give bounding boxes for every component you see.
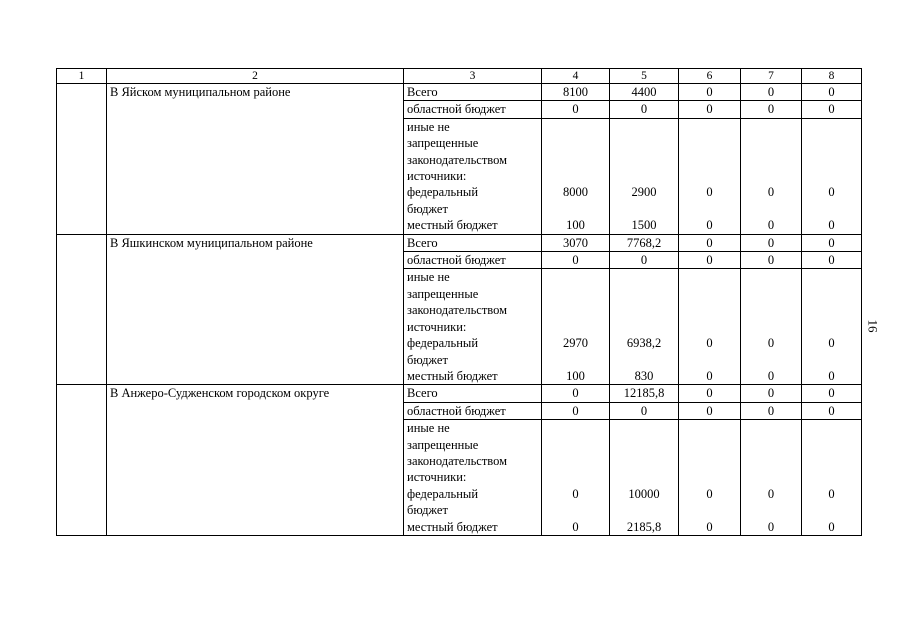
federal-value: 2970 [563, 336, 588, 351]
value-cell: 0 [542, 101, 610, 118]
spacer [805, 420, 858, 486]
label-line: запрещенные [407, 136, 479, 151]
spacer [744, 269, 798, 335]
spacer [805, 269, 858, 335]
value-cell [741, 269, 802, 385]
value-cell [679, 118, 741, 234]
federal-value: 0 [767, 486, 775, 501]
label-line: источники: [407, 169, 467, 184]
value-cell: 0 [542, 402, 610, 419]
row-label: Всего [404, 385, 542, 402]
value-cell: 0 [741, 101, 802, 118]
label-line: федеральный [407, 336, 479, 351]
label-line: бюджет [407, 201, 448, 216]
spacer [545, 269, 606, 335]
value-cell [679, 269, 741, 385]
value-cell: 8100 [542, 84, 610, 101]
spacer [682, 420, 737, 486]
value-cell [542, 269, 610, 385]
federal-value: 0 [828, 185, 835, 200]
federal-value: 0 [706, 336, 713, 351]
value-cell: 0 [741, 234, 802, 251]
value-cell: 0 [802, 101, 862, 118]
label-line: иные не [407, 270, 450, 285]
value-cell: 0 [679, 234, 741, 251]
local-value: 0 [828, 368, 835, 383]
local-value: 0 [706, 368, 713, 383]
label-line: местный бюджет [407, 519, 498, 534]
header-cell: 2 [107, 69, 404, 84]
spacer [613, 420, 675, 486]
value-cell [542, 118, 610, 234]
federal-value: 8000 [563, 185, 588, 200]
local-value: 2185,8 [626, 519, 662, 534]
federal-value: 0 [828, 486, 835, 501]
value-cell: 0 [741, 385, 802, 402]
value-cell [802, 118, 862, 234]
value-cell: 0 [610, 402, 679, 419]
spacer [682, 119, 737, 185]
label-line: источники: [407, 319, 467, 334]
value-cell [610, 420, 679, 536]
row-label: областной бюджет [404, 101, 542, 118]
header-cell: 3 [404, 69, 542, 84]
table-row [57, 385, 862, 402]
district-name: В Яйском муниципальном районе [107, 84, 404, 235]
row-label: областной бюджет [404, 402, 542, 419]
value-cell [802, 420, 862, 536]
header-cell: 7 [741, 69, 802, 84]
value-cell: 0 [741, 84, 802, 101]
federal-value: 0 [572, 486, 579, 501]
table-body [57, 69, 862, 536]
row-index-cell [57, 84, 107, 235]
value-cell: 0 [610, 101, 679, 118]
label-line: бюджет [407, 503, 448, 518]
label-line: законодательством [407, 152, 508, 167]
local-value: 0 [706, 519, 713, 534]
local-value: 100 [566, 368, 585, 383]
table-row [57, 84, 862, 101]
spacer [613, 119, 675, 185]
label-line: федеральный [407, 185, 479, 200]
value-cell: 4400 [610, 84, 679, 101]
spacer [545, 420, 606, 486]
label-line: запрещенные [407, 437, 479, 452]
value-cell: 3070 [542, 234, 610, 251]
local-value: 0 [767, 218, 775, 233]
budget-table [56, 68, 862, 536]
local-value: 0 [767, 519, 775, 534]
value-cell [741, 118, 802, 234]
header-cell: 8 [802, 69, 862, 84]
other-sources-label [404, 118, 542, 234]
label-line: законодательством [407, 453, 508, 468]
value-cell [610, 269, 679, 385]
value-cell [610, 118, 679, 234]
other-sources-label [404, 269, 542, 385]
value-cell: 0 [802, 252, 862, 269]
local-value: 0 [828, 218, 835, 233]
page-number: 16 [865, 319, 881, 333]
label-line: местный бюджет [407, 218, 498, 233]
value-cell: 0 [542, 385, 610, 402]
label-line: федеральный [407, 486, 479, 501]
federal-value: 0 [828, 336, 835, 351]
value-cell: 0 [679, 385, 741, 402]
federal-value: 0 [767, 336, 775, 351]
value-cell: 12185,8 [610, 385, 679, 402]
label-line: местный бюджет [407, 368, 498, 383]
federal-value: 0 [706, 185, 713, 200]
district-name: В Яшкинском муниципальном районе [107, 234, 404, 385]
local-value: 0 [706, 218, 713, 233]
other-sources-label [404, 420, 542, 536]
value-cell: 7768,2 [610, 234, 679, 251]
column-number-row [57, 69, 862, 84]
header-cell: 6 [679, 69, 741, 84]
federal-value: 0 [706, 486, 713, 501]
value-cell: 0 [679, 252, 741, 269]
value-cell: 0 [679, 84, 741, 101]
spacer [805, 119, 858, 185]
local-value: 1500 [631, 218, 657, 233]
value-cell [802, 269, 862, 385]
local-value: 0 [572, 519, 579, 534]
value-cell: 0 [802, 234, 862, 251]
value-cell [542, 420, 610, 536]
row-index-cell [57, 385, 107, 536]
federal-value: 6938,2 [626, 336, 662, 351]
header-cell: 1 [57, 69, 107, 84]
header-cell: 5 [610, 69, 679, 84]
value-cell: 0 [802, 84, 862, 101]
row-index-cell [57, 234, 107, 385]
label-line: бюджет [407, 352, 448, 367]
label-line: законодательством [407, 303, 508, 318]
label-line: запрещенные [407, 286, 479, 301]
spacer [613, 269, 675, 335]
value-cell: 0 [741, 402, 802, 419]
label-line: иные не [407, 119, 450, 134]
label-line: источники: [407, 470, 467, 485]
local-value: 100 [566, 218, 585, 233]
header-cell: 4 [542, 69, 610, 84]
value-cell: 0 [802, 402, 862, 419]
table-row [57, 234, 862, 251]
label-line: иные не [407, 421, 450, 436]
value-cell: 0 [610, 252, 679, 269]
district-name: В Анжеро-Судженском городском округе [107, 385, 404, 536]
spacer [682, 269, 737, 335]
federal-value: 10000 [628, 486, 660, 501]
local-value: 0 [767, 368, 775, 383]
value-cell: 0 [802, 385, 862, 402]
local-value: 830 [634, 368, 654, 383]
federal-value: 2900 [631, 185, 657, 200]
value-cell: 0 [542, 252, 610, 269]
value-cell [741, 420, 802, 536]
local-value: 0 [828, 519, 835, 534]
spacer [545, 119, 606, 185]
row-label: Всего [404, 234, 542, 251]
spacer [744, 119, 798, 185]
row-label: Всего [404, 84, 542, 101]
spacer [744, 420, 798, 486]
value-cell: 0 [679, 402, 741, 419]
row-label: областной бюджет [404, 252, 542, 269]
value-cell: 0 [741, 252, 802, 269]
federal-value: 0 [767, 185, 775, 200]
value-cell [679, 420, 741, 536]
value-cell: 0 [679, 101, 741, 118]
